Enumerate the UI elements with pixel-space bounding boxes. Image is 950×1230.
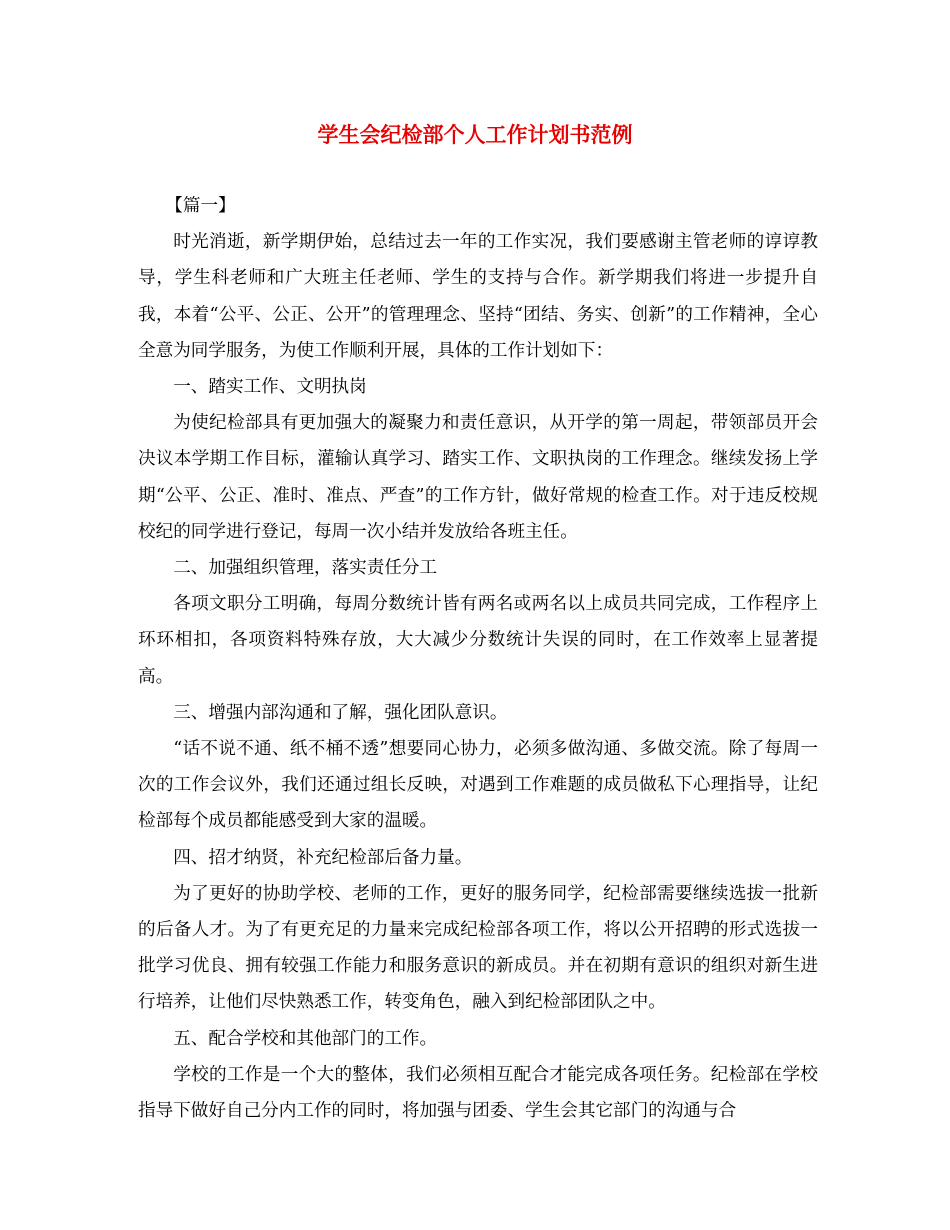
heading-1: 一、踏实工作、文明执岗 bbox=[173, 377, 367, 398]
paragraph-5: 学校的工作是一个大的整体，我们必须相互配合才能完成各项任务。纪检部在学校指导下做好自己分内工作的同时，将加强与团委、学生会其它部门的沟通与合 bbox=[138, 1064, 818, 1122]
paragraph-2: 各项文职分工明确，每周分数统计皆有两名或两名以上成员共同完成，工作程序上环环相扣，各项资料特殊存放，大大减少分数统计失误的同时，在工作效率上显著提高。 bbox=[138, 594, 818, 687]
document-body bbox=[138, 188, 818, 1129]
section-label: 【篇一】 bbox=[165, 196, 236, 216]
heading-4: 四、招才纳贤，补充纪检部后备力量。 bbox=[173, 847, 473, 868]
document-title: 学生会纪检部个人工作计划书范例 bbox=[317, 122, 633, 147]
intro-paragraph: 时光消逝，新学期伊始，总结过去一年的工作实况，我们要感谢主管老师的谆谆教导，学生科老师和广大班主任老师、学生的支持与合作。新学期我们将进一步提升自我，本着“公平、公正、公开”的管理理念、坚持“团结、务实、创新”的工作精神，全心全意为同学服务，为使工作顺利开展，具体的工作计划如下： bbox=[138, 232, 818, 361]
paragraph-1: 为使纪检部具有更加强大的凝聚力和责任意识，从开学的第一周起，带领部员开会决议本学期工作目标，灌输认真学习、踏实工作、文职执岗的工作理念。继续发扬上学期“公平、公正、准时、准点、严查”的工作方针，做好常规的检查工作。对于违反校规校纪的同学进行登记，每周一次小结并发放给各班主任。 bbox=[138, 413, 818, 542]
paragraph-3: “话不说不通、纸不桶不透”想要同心协力，必须多做沟通、多做交流。除了每周一次的工作会议外，我们还通过组长反映，对遇到工作难题的成员做私下心理指导，让纪检部每个成员都能感受到大家的温暖。 bbox=[138, 739, 818, 832]
paragraph-4: 为了更好的协助学校、老师的工作，更好的服务同学，纪检部需要继续选拔一批新的后备人才。为了有更充足的力量来完成纪检部各项工作，将以公开招聘的形式选拔一批学习优良、拥有较强工作能力和服务意识的新成员。并在初期有意识的组织对新生进行培养，让他们尽快熟悉工作，转变角色，融入到纪检部团队之中。 bbox=[138, 883, 818, 1013]
heading-5: 五、配合学校和其他部门的工作。 bbox=[173, 1028, 438, 1049]
heading-2: 二、加强组织管理，落实责任分工 bbox=[173, 558, 438, 579]
heading-3: 三、增强内部沟通和了解，强化团队意识。 bbox=[173, 702, 508, 723]
